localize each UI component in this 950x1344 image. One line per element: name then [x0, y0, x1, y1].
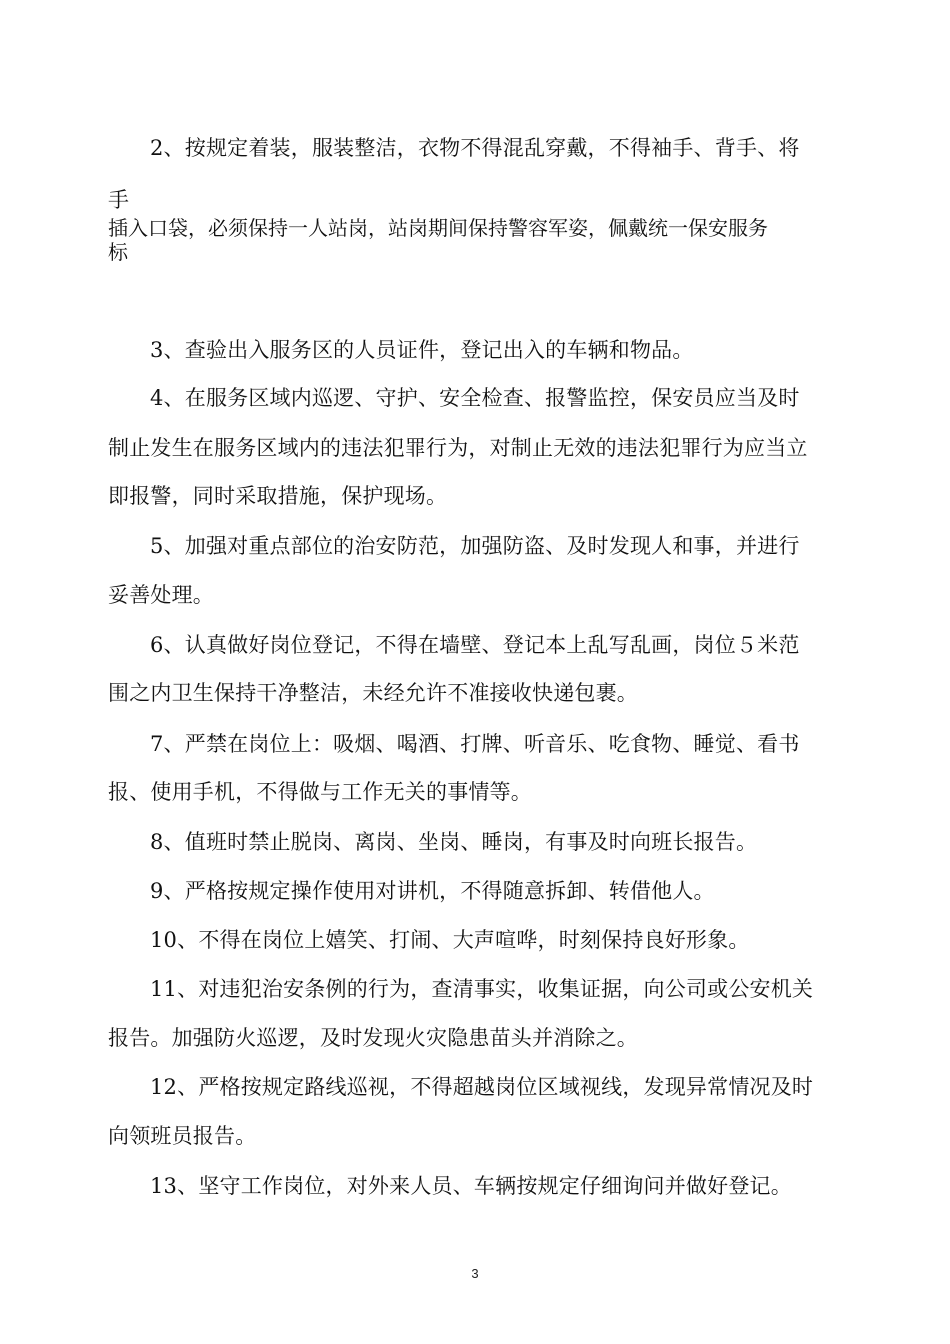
paragraph-2-line-2: 手 [108, 188, 130, 212]
paragraph-2-line-1: 2、按规定着装，服装整洁，衣物不得混乱穿戴，不得袖手、背手、将 [150, 136, 800, 160]
paragraph-9-line-1: 9、严格按规定操作使用对讲机，不得随意拆卸、转借他人。 [150, 879, 715, 903]
paragraph-12-line-2: 向领班员报告。 [108, 1124, 257, 1148]
paragraph-6-line-2: 围之内卫生保持干净整洁，未经允许不准接收快递包裹。 [108, 681, 638, 705]
page-number: 3 [471, 1266, 479, 1281]
paragraph-7-line-2: 报、使用手机，不得做与工作无关的事情等。 [108, 780, 532, 804]
paragraph-4-line-2: 制止发生在服务区域内的违法犯罪行为，对制止无效的违法犯罪行为应当立 [108, 436, 808, 460]
paragraph-4-line-1: 4、在服务区域内巡逻、守护、安全检查、报警监控，保安员应当及时 [150, 386, 800, 410]
paragraph-11-line-1: 11、对违犯治安条例的行为，查清事实，收集证据，向公司或公安机关 [150, 977, 814, 1001]
paragraph-8-line-1: 8、值班时禁止脱岗、离岗、坐岗、睡岗，有事及时向班长报告。 [150, 830, 758, 854]
paragraph-3-line-1: 3、查验出入服务区的人员证件，登记出入的车辆和物品。 [150, 338, 694, 362]
paragraph-2-line-4: 标 [108, 240, 128, 264]
paragraph-5-line-2: 妥善处理。 [108, 583, 214, 607]
paragraph-4-line-3: 即报警，同时采取措施，保护现场。 [108, 484, 448, 508]
paragraph-10-line-1: 10、不得在岗位上嬉笑、打闹、大声喧哗，时刻保持良好形象。 [150, 928, 750, 952]
paragraph-13-line-1: 13、坚守工作岗位，对外来人员、车辆按规定仔细询问并做好登记。 [150, 1174, 792, 1198]
paragraph-2-line-3: 插入口袋，必须保持一人站岗，站岗期间保持警容军姿，佩戴统一保安服务 [108, 216, 768, 240]
paragraph-6-line-1: 6、认真做好岗位登记，不得在墙壁、登记本上乱写乱画，岗位５米范 [150, 633, 800, 657]
paragraph-11-line-2: 报告。加强防火巡逻，及时发现火灾隐患苗头并消除之。 [108, 1026, 638, 1050]
paragraph-12-line-1: 12、严格按规定路线巡视，不得超越岗位区域视线，发现异常情况及时 [150, 1075, 814, 1099]
paragraph-5-line-1: 5、加强对重点部位的治安防范，加强防盗、及时发现人和事，并进行 [150, 534, 800, 558]
paragraph-7-line-1: 7、严禁在岗位上：吸烟、喝酒、打牌、听音乐、吃食物、睡觉、看书 [150, 732, 800, 756]
